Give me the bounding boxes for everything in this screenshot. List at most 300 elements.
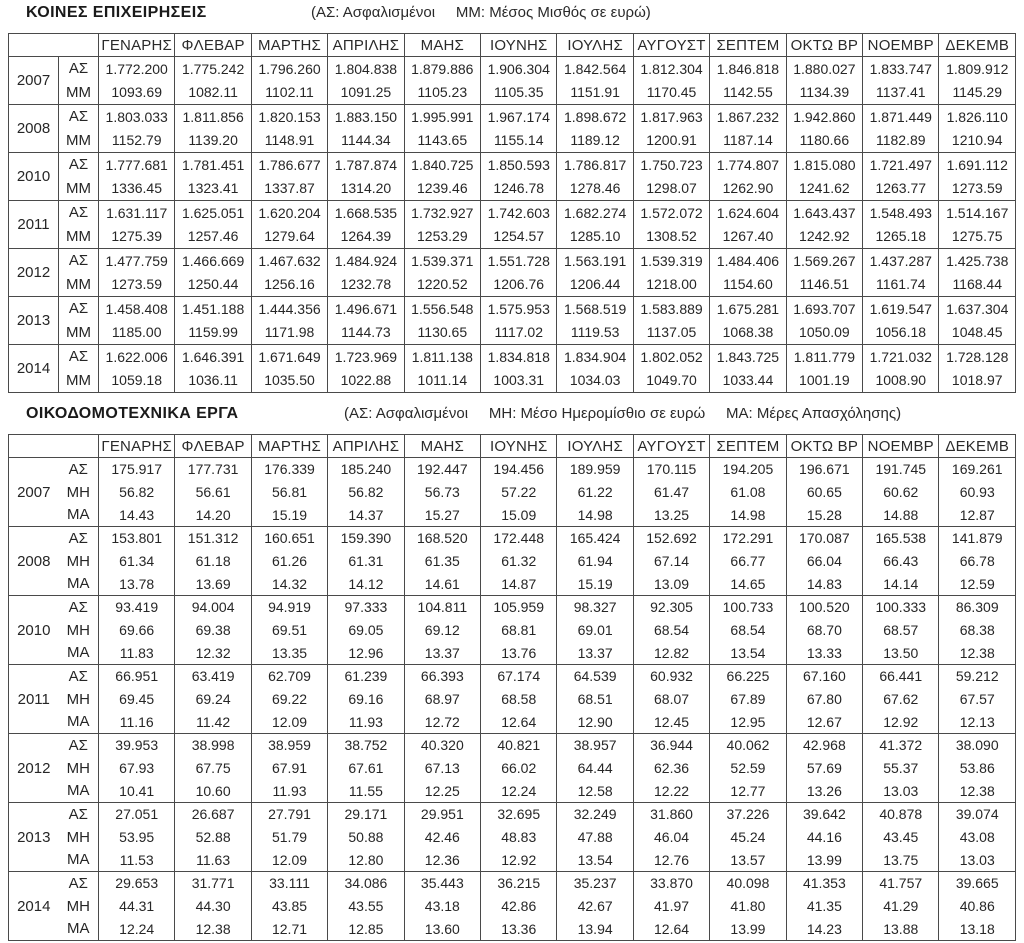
table2-value-cell: 153.801 bbox=[99, 527, 175, 550]
table1-value-cell: 1.625.051 bbox=[175, 201, 251, 225]
table1-value-cell: 1.846.818 bbox=[710, 57, 786, 81]
table2-value-cell: 29.653 bbox=[99, 872, 175, 895]
table2-data-row bbox=[9, 849, 1016, 872]
table2-value-cell: 61.22 bbox=[557, 481, 633, 504]
table2-value-cell: 15.19 bbox=[251, 504, 327, 527]
table2-year-label: 2007 bbox=[9, 458, 59, 527]
table2-value-cell: 93.419 bbox=[99, 596, 175, 619]
table2-value-cell: 68.07 bbox=[633, 688, 709, 711]
table1-data-row bbox=[9, 201, 1016, 225]
table1-value-cell: 1.775.242 bbox=[175, 57, 251, 81]
table1-value-cell: 1.646.391 bbox=[175, 345, 251, 369]
table2-value-cell: 14.83 bbox=[786, 573, 862, 596]
table2-value-cell: 66.225 bbox=[710, 665, 786, 688]
table2-value-cell: 66.77 bbox=[710, 550, 786, 573]
table1-value-cell: 1144.73 bbox=[328, 321, 404, 345]
table2-value-cell: 12.71 bbox=[251, 918, 327, 941]
table2-data-row bbox=[9, 780, 1016, 803]
table1-value-cell: 1170.45 bbox=[633, 81, 709, 105]
table2-value-cell: 12.92 bbox=[481, 849, 557, 872]
table2-value-cell: 61.32 bbox=[481, 550, 557, 573]
table1-value-cell: 1134.39 bbox=[786, 81, 862, 105]
table2-metric-label: ΑΣ bbox=[59, 734, 99, 757]
table1-value-cell: 1093.69 bbox=[99, 81, 175, 105]
table2-value-cell: 13.26 bbox=[786, 780, 862, 803]
table1-value-cell: 1102.11 bbox=[251, 81, 327, 105]
common-enterprises-section bbox=[8, 4, 1016, 393]
table2-value-cell: 12.96 bbox=[328, 642, 404, 665]
table2-value-cell: 62.36 bbox=[633, 757, 709, 780]
table2-value-cell: 172.291 bbox=[710, 527, 786, 550]
table1-value-cell: 1142.55 bbox=[710, 81, 786, 105]
table2-metric-label: ΜΑ bbox=[59, 711, 99, 734]
table2-value-cell: 68.81 bbox=[481, 619, 557, 642]
table2-value-cell: 69.51 bbox=[251, 619, 327, 642]
table1-value-cell: 1267.40 bbox=[710, 225, 786, 249]
table2-month-header: ΓΕΝΑΡΗΣ bbox=[99, 435, 175, 458]
table1-value-cell: 1.514.167 bbox=[939, 201, 1016, 225]
table1-month-header: ΓΕΝΑΡΗΣ bbox=[99, 34, 175, 57]
table2-value-cell: 68.97 bbox=[404, 688, 480, 711]
table1-value-cell: 1137.41 bbox=[863, 81, 939, 105]
table2-value-cell: 14.65 bbox=[710, 573, 786, 596]
table1-year-label: 2014 bbox=[9, 345, 59, 393]
table1-value-cell: 1180.66 bbox=[786, 129, 862, 153]
table2-month-header: ΙΟΥΛΗΣ bbox=[557, 435, 633, 458]
table1-value-cell: 1161.74 bbox=[863, 273, 939, 297]
table2-value-cell: 196.671 bbox=[786, 458, 862, 481]
table2-value-cell: 13.35 bbox=[251, 642, 327, 665]
table2-value-cell: 194.205 bbox=[710, 458, 786, 481]
table2-value-cell: 38.752 bbox=[328, 734, 404, 757]
table1-value-cell: 1022.88 bbox=[328, 369, 404, 393]
table1-value-cell: 1008.90 bbox=[863, 369, 939, 393]
table2-value-cell: 56.73 bbox=[404, 481, 480, 504]
table1-value-cell: 1.637.304 bbox=[939, 297, 1016, 321]
table2-value-cell: 11.83 bbox=[99, 642, 175, 665]
table1-value-cell: 1200.91 bbox=[633, 129, 709, 153]
table2-value-cell: 14.20 bbox=[175, 504, 251, 527]
table2-value-cell: 141.879 bbox=[939, 527, 1016, 550]
table1-value-cell: 1.834.904 bbox=[557, 345, 633, 369]
table2-value-cell: 41.29 bbox=[863, 895, 939, 918]
table2-title-row bbox=[26, 405, 1016, 429]
table2-value-cell: 14.61 bbox=[404, 573, 480, 596]
table2-value-cell: 56.81 bbox=[251, 481, 327, 504]
table2-value-cell: 100.333 bbox=[863, 596, 939, 619]
table1-metric-label: ΜΜ bbox=[59, 321, 99, 345]
table2-data-row bbox=[9, 918, 1016, 941]
table1-month-header: ΙΟΥΛΗΣ bbox=[557, 34, 633, 57]
table2-value-cell: 159.390 bbox=[328, 527, 404, 550]
table2-value-cell: 67.75 bbox=[175, 757, 251, 780]
table2-metric-label: ΜΗ bbox=[59, 895, 99, 918]
table2-month-header: ΜΑΡΤΗΣ bbox=[251, 435, 327, 458]
table2-value-cell: 14.98 bbox=[557, 504, 633, 527]
table2-value-cell: 13.37 bbox=[557, 642, 633, 665]
table1-metric-label: ΜΜ bbox=[59, 273, 99, 297]
table1-value-cell: 1.467.632 bbox=[251, 249, 327, 273]
table1-value-cell: 1091.25 bbox=[328, 81, 404, 105]
table1-value-cell: 1035.50 bbox=[251, 369, 327, 393]
table2-value-cell: 42.46 bbox=[404, 826, 480, 849]
table2-value-cell: 53.95 bbox=[99, 826, 175, 849]
table2-metric-label: ΑΣ bbox=[59, 872, 99, 895]
table2-data-row bbox=[9, 573, 1016, 596]
table1-value-cell: 1.772.200 bbox=[99, 57, 175, 81]
table1-year-label: 2008 bbox=[9, 105, 59, 153]
table1-value-cell: 1253.29 bbox=[404, 225, 480, 249]
table1-value-cell: 1298.07 bbox=[633, 177, 709, 201]
table2-value-cell: 165.424 bbox=[557, 527, 633, 550]
table1-value-cell: 1273.59 bbox=[939, 177, 1016, 201]
table1-value-cell: 1257.46 bbox=[175, 225, 251, 249]
table2-value-cell: 170.087 bbox=[786, 527, 862, 550]
table2-value-cell: 40.878 bbox=[863, 803, 939, 826]
table2-value-cell: 35.237 bbox=[557, 872, 633, 895]
table1-value-cell: 1.786.677 bbox=[251, 153, 327, 177]
table2-value-cell: 13.54 bbox=[557, 849, 633, 872]
table1-value-cell: 1018.97 bbox=[939, 369, 1016, 393]
table2-value-cell: 176.339 bbox=[251, 458, 327, 481]
table1-value-cell: 1.809.912 bbox=[939, 57, 1016, 81]
table1-value-cell: 1151.91 bbox=[557, 81, 633, 105]
table1-value-cell: 1182.89 bbox=[863, 129, 939, 153]
table2-data-row bbox=[9, 826, 1016, 849]
table2-data-row bbox=[9, 757, 1016, 780]
table2-month-header: ΔΕΚΕΜΒ bbox=[939, 435, 1016, 458]
table1-value-cell: 1.728.128 bbox=[939, 345, 1016, 369]
table1-value-cell: 1.572.072 bbox=[633, 201, 709, 225]
table2-value-cell: 94.919 bbox=[251, 596, 327, 619]
table2-year-label: 2008 bbox=[9, 527, 59, 596]
table1-value-cell: 1.826.110 bbox=[939, 105, 1016, 129]
table1-metric-label: ΜΜ bbox=[59, 225, 99, 249]
table2-value-cell: 29.171 bbox=[328, 803, 404, 826]
table1-month-header: ΣΕΠΤΕΜ bbox=[710, 34, 786, 57]
table1-value-cell: 1.817.963 bbox=[633, 105, 709, 129]
table2-legend: (ΑΣ: Ασφαλισμένοι ΜΗ: Μέσο Ημερομίσθιο σε ευρώ ΜΑ: Μέρες Απασχόλησης) bbox=[344, 405, 902, 422]
table2-data-row bbox=[9, 895, 1016, 918]
table2-value-cell: 41.353 bbox=[786, 872, 862, 895]
table2-value-cell: 172.448 bbox=[481, 527, 557, 550]
table1-value-cell: 1285.10 bbox=[557, 225, 633, 249]
table1-value-cell: 1.451.188 bbox=[175, 297, 251, 321]
table2-value-cell: 94.004 bbox=[175, 596, 251, 619]
table2-value-cell: 11.55 bbox=[328, 780, 404, 803]
table2-value-cell: 69.45 bbox=[99, 688, 175, 711]
table2-month-header: ΣΕΠΤΕΜ bbox=[710, 435, 786, 458]
table2-year-label: 2012 bbox=[9, 734, 59, 803]
table1-metric-label: ΑΣ bbox=[59, 297, 99, 321]
table1-value-cell: 1206.44 bbox=[557, 273, 633, 297]
table2-metric-label: ΜΗ bbox=[59, 826, 99, 849]
table1-value-cell: 1.833.747 bbox=[863, 57, 939, 81]
table2-value-cell: 61.94 bbox=[557, 550, 633, 573]
table2-metric-label: ΜΑ bbox=[59, 642, 99, 665]
table2-value-cell: 60.93 bbox=[939, 481, 1016, 504]
table2-value-cell: 92.305 bbox=[633, 596, 709, 619]
table2-value-cell: 69.05 bbox=[328, 619, 404, 642]
table1-value-cell: 1.880.027 bbox=[786, 57, 862, 81]
table2-value-cell: 104.811 bbox=[404, 596, 480, 619]
table2-value-cell: 36.215 bbox=[481, 872, 557, 895]
table1-value-cell: 1.906.304 bbox=[481, 57, 557, 81]
table2-value-cell: 44.16 bbox=[786, 826, 862, 849]
table2-value-cell: 38.957 bbox=[557, 734, 633, 757]
table1-data-row bbox=[9, 321, 1016, 345]
table2-value-cell: 160.651 bbox=[251, 527, 327, 550]
table1-value-cell: 1117.02 bbox=[481, 321, 557, 345]
table1-value-cell: 1.568.519 bbox=[557, 297, 633, 321]
table2-value-cell: 12.13 bbox=[939, 711, 1016, 734]
table2-value-cell: 67.80 bbox=[786, 688, 862, 711]
table2-value-cell: 12.24 bbox=[99, 918, 175, 941]
table2-value-cell: 12.32 bbox=[175, 642, 251, 665]
table2-metric-label: ΜΗ bbox=[59, 619, 99, 642]
table2-value-cell: 61.31 bbox=[328, 550, 404, 573]
table2-value-cell: 60.62 bbox=[863, 481, 939, 504]
table2-month-header: ΜΑΗΣ bbox=[404, 435, 480, 458]
table1-metric-label: ΜΜ bbox=[59, 177, 99, 201]
table1-value-cell: 1254.57 bbox=[481, 225, 557, 249]
table1-value-cell: 1082.11 bbox=[175, 81, 251, 105]
table1-value-cell: 1.867.232 bbox=[710, 105, 786, 129]
table2-data-row bbox=[9, 481, 1016, 504]
table1-value-cell: 1.995.991 bbox=[404, 105, 480, 129]
table2-value-cell: 168.520 bbox=[404, 527, 480, 550]
table1-value-cell: 1242.92 bbox=[786, 225, 862, 249]
table1-value-cell: 1.774.807 bbox=[710, 153, 786, 177]
table2-value-cell: 11.42 bbox=[175, 711, 251, 734]
table1-value-cell: 1.721.497 bbox=[863, 153, 939, 177]
table2-value-cell: 60.65 bbox=[786, 481, 862, 504]
table1-value-cell: 1171.98 bbox=[251, 321, 327, 345]
table2-value-cell: 11.53 bbox=[99, 849, 175, 872]
table2-metric-label: ΜΑ bbox=[59, 780, 99, 803]
table2-value-cell: 67.13 bbox=[404, 757, 480, 780]
table1-value-cell: 1.539.371 bbox=[404, 249, 480, 273]
table2-value-cell: 12.67 bbox=[786, 711, 862, 734]
table2-value-cell: 192.447 bbox=[404, 458, 480, 481]
table2-value-cell: 12.80 bbox=[328, 849, 404, 872]
table1-value-cell: 1.437.287 bbox=[863, 249, 939, 273]
table2-value-cell: 66.393 bbox=[404, 665, 480, 688]
table2-value-cell: 46.04 bbox=[633, 826, 709, 849]
table2-data-row bbox=[9, 803, 1016, 826]
table1-legend: (ΑΣ: Ασφαλισμένοι ΜΜ: Μέσος Μισθός σε ευρώ) bbox=[311, 4, 651, 21]
table2-data-row bbox=[9, 504, 1016, 527]
table1-value-cell: 1.631.117 bbox=[99, 201, 175, 225]
table1-value-cell: 1105.35 bbox=[481, 81, 557, 105]
table2-value-cell: 13.60 bbox=[404, 918, 480, 941]
table2-month-header: ΝΟΕΜΒΡ bbox=[863, 435, 939, 458]
table2-value-cell: 69.66 bbox=[99, 619, 175, 642]
table2-metric-label: ΜΑ bbox=[59, 918, 99, 941]
table2-value-cell: 68.54 bbox=[710, 619, 786, 642]
table2-value-cell: 12.82 bbox=[633, 642, 709, 665]
table1-value-cell: 1.883.150 bbox=[328, 105, 404, 129]
table1-value-cell: 1.548.493 bbox=[863, 201, 939, 225]
table2-value-cell: 12.24 bbox=[481, 780, 557, 803]
table2-value-cell: 67.93 bbox=[99, 757, 175, 780]
construction-works-table bbox=[8, 434, 1016, 941]
table2-value-cell: 41.35 bbox=[786, 895, 862, 918]
table2-value-cell: 61.18 bbox=[175, 550, 251, 573]
table2-value-cell: 39.642 bbox=[786, 803, 862, 826]
table2-value-cell: 100.520 bbox=[786, 596, 862, 619]
table1-data-row bbox=[9, 129, 1016, 153]
table1-value-cell: 1239.46 bbox=[404, 177, 480, 201]
table1-data-row bbox=[9, 81, 1016, 105]
table1-value-cell: 1168.44 bbox=[939, 273, 1016, 297]
table2-value-cell: 33.111 bbox=[251, 872, 327, 895]
table1-metric-label: ΑΣ bbox=[59, 57, 99, 81]
table1-value-cell: 1308.52 bbox=[633, 225, 709, 249]
table1-value-cell: 1011.14 bbox=[404, 369, 480, 393]
table2-data-row bbox=[9, 665, 1016, 688]
table2-value-cell: 13.50 bbox=[863, 642, 939, 665]
table2-value-cell: 66.43 bbox=[863, 550, 939, 573]
table1-value-cell: 1.484.924 bbox=[328, 249, 404, 273]
table2-value-cell: 13.69 bbox=[175, 573, 251, 596]
table1-value-cell: 1.620.204 bbox=[251, 201, 327, 225]
table2-value-cell: 13.99 bbox=[786, 849, 862, 872]
table1-value-cell: 1232.78 bbox=[328, 273, 404, 297]
table1-value-cell: 1049.70 bbox=[633, 369, 709, 393]
table1-value-cell: 1.834.818 bbox=[481, 345, 557, 369]
table2-value-cell: 12.59 bbox=[939, 573, 1016, 596]
table2-data-row bbox=[9, 619, 1016, 642]
table2-value-cell: 43.85 bbox=[251, 895, 327, 918]
table2-value-cell: 68.70 bbox=[786, 619, 862, 642]
table2-value-cell: 14.23 bbox=[786, 918, 862, 941]
table2-value-cell: 152.692 bbox=[633, 527, 709, 550]
table2-value-cell: 12.87 bbox=[939, 504, 1016, 527]
table1-value-cell: 1.624.604 bbox=[710, 201, 786, 225]
table2-value-cell: 12.38 bbox=[175, 918, 251, 941]
table2-value-cell: 13.25 bbox=[633, 504, 709, 527]
table2-value-cell: 69.01 bbox=[557, 619, 633, 642]
table1-metric-label: ΜΜ bbox=[59, 81, 99, 105]
table2-value-cell: 13.76 bbox=[481, 642, 557, 665]
table1-year-label: 2012 bbox=[9, 249, 59, 297]
table2-value-cell: 177.731 bbox=[175, 458, 251, 481]
table2-value-cell: 14.12 bbox=[328, 573, 404, 596]
table2-value-cell: 61.26 bbox=[251, 550, 327, 573]
table1-value-cell: 1.619.547 bbox=[863, 297, 939, 321]
table2-data-row bbox=[9, 734, 1016, 757]
table1-value-cell: 1119.53 bbox=[557, 321, 633, 345]
table1-value-cell: 1.643.437 bbox=[786, 201, 862, 225]
table1-value-cell: 1265.18 bbox=[863, 225, 939, 249]
table2-value-cell: 67.91 bbox=[251, 757, 327, 780]
table1-data-row bbox=[9, 105, 1016, 129]
table2-value-cell: 27.791 bbox=[251, 803, 327, 826]
table1-value-cell: 1.842.564 bbox=[557, 57, 633, 81]
table2-value-cell: 105.959 bbox=[481, 596, 557, 619]
table2-value-cell: 62.709 bbox=[251, 665, 327, 688]
table2-data-row bbox=[9, 527, 1016, 550]
table2-value-cell: 12.09 bbox=[251, 711, 327, 734]
table1-value-cell: 1.787.874 bbox=[328, 153, 404, 177]
table2-value-cell: 12.76 bbox=[633, 849, 709, 872]
table1-value-cell: 1.796.260 bbox=[251, 57, 327, 81]
table1-value-cell: 1275.75 bbox=[939, 225, 1016, 249]
table1-value-cell: 1220.52 bbox=[404, 273, 480, 297]
table2-value-cell: 13.94 bbox=[557, 918, 633, 941]
table1-value-cell: 1187.14 bbox=[710, 129, 786, 153]
table2-value-cell: 61.08 bbox=[710, 481, 786, 504]
table2-value-cell: 12.64 bbox=[481, 711, 557, 734]
table1-value-cell: 1056.18 bbox=[863, 321, 939, 345]
table1-value-cell: 1278.46 bbox=[557, 177, 633, 201]
table2-value-cell: 189.959 bbox=[557, 458, 633, 481]
table2-value-cell: 12.95 bbox=[710, 711, 786, 734]
table2-value-cell: 57.69 bbox=[786, 757, 862, 780]
table2-title: ΟΙΚΟΔΟΜΟΤΕΧΝΙΚΑ ΕΡΓΑ bbox=[26, 405, 239, 422]
table1-metric-label: ΑΣ bbox=[59, 345, 99, 369]
table2-value-cell: 66.951 bbox=[99, 665, 175, 688]
table1-data-row bbox=[9, 153, 1016, 177]
table1-value-cell: 1336.45 bbox=[99, 177, 175, 201]
table2-value-cell: 98.327 bbox=[557, 596, 633, 619]
table1-year-label: 2010 bbox=[9, 153, 59, 201]
table1-value-cell: 1.466.669 bbox=[175, 249, 251, 273]
table2-value-cell: 43.45 bbox=[863, 826, 939, 849]
table2-metric-label: ΑΣ bbox=[59, 665, 99, 688]
table2-value-cell: 66.02 bbox=[481, 757, 557, 780]
table2-value-cell: 12.64 bbox=[633, 918, 709, 941]
table2-value-cell: 47.88 bbox=[557, 826, 633, 849]
table2-data-row bbox=[9, 711, 1016, 734]
table2-value-cell: 26.687 bbox=[175, 803, 251, 826]
table1-value-cell: 1.871.449 bbox=[863, 105, 939, 129]
table1-value-cell: 1241.62 bbox=[786, 177, 862, 201]
table1-data-row bbox=[9, 369, 1016, 393]
table1-value-cell: 1337.87 bbox=[251, 177, 327, 201]
table1-value-cell: 1143.65 bbox=[404, 129, 480, 153]
table1-value-cell: 1.723.969 bbox=[328, 345, 404, 369]
table2-value-cell: 12.36 bbox=[404, 849, 480, 872]
table1-value-cell: 1.671.649 bbox=[251, 345, 327, 369]
table1-metric-label: ΑΣ bbox=[59, 105, 99, 129]
table1-value-cell: 1003.31 bbox=[481, 369, 557, 393]
table1-value-cell: 1.750.723 bbox=[633, 153, 709, 177]
table2-year-label: 2011 bbox=[9, 665, 59, 734]
table1-metric-label: ΑΣ bbox=[59, 201, 99, 225]
table1-value-cell: 1210.94 bbox=[939, 129, 1016, 153]
table1-value-cell: 1314.20 bbox=[328, 177, 404, 201]
table1-month-header: ΔΕΚΕΜΒ bbox=[939, 34, 1016, 57]
table2-value-cell: 191.745 bbox=[863, 458, 939, 481]
table2-value-cell: 175.917 bbox=[99, 458, 175, 481]
table2-value-cell: 14.32 bbox=[251, 573, 327, 596]
table1-value-cell: 1.786.817 bbox=[557, 153, 633, 177]
table2-value-cell: 13.33 bbox=[786, 642, 862, 665]
table2-data-row bbox=[9, 642, 1016, 665]
table2-month-header: ΑΥΓΟΥΣΤ bbox=[633, 435, 709, 458]
table1-value-cell: 1.803.033 bbox=[99, 105, 175, 129]
table1-month-header: ΜΑΡΤΗΣ bbox=[251, 34, 327, 57]
table2-value-cell: 12.72 bbox=[404, 711, 480, 734]
table1-data-row bbox=[9, 249, 1016, 273]
table2-value-cell: 11.93 bbox=[328, 711, 404, 734]
table1-data-row bbox=[9, 345, 1016, 369]
table1-value-cell: 1152.79 bbox=[99, 129, 175, 153]
table2-month-header: ΑΠΡΙΛΗΣ bbox=[328, 435, 404, 458]
table1-value-cell: 1.742.603 bbox=[481, 201, 557, 225]
